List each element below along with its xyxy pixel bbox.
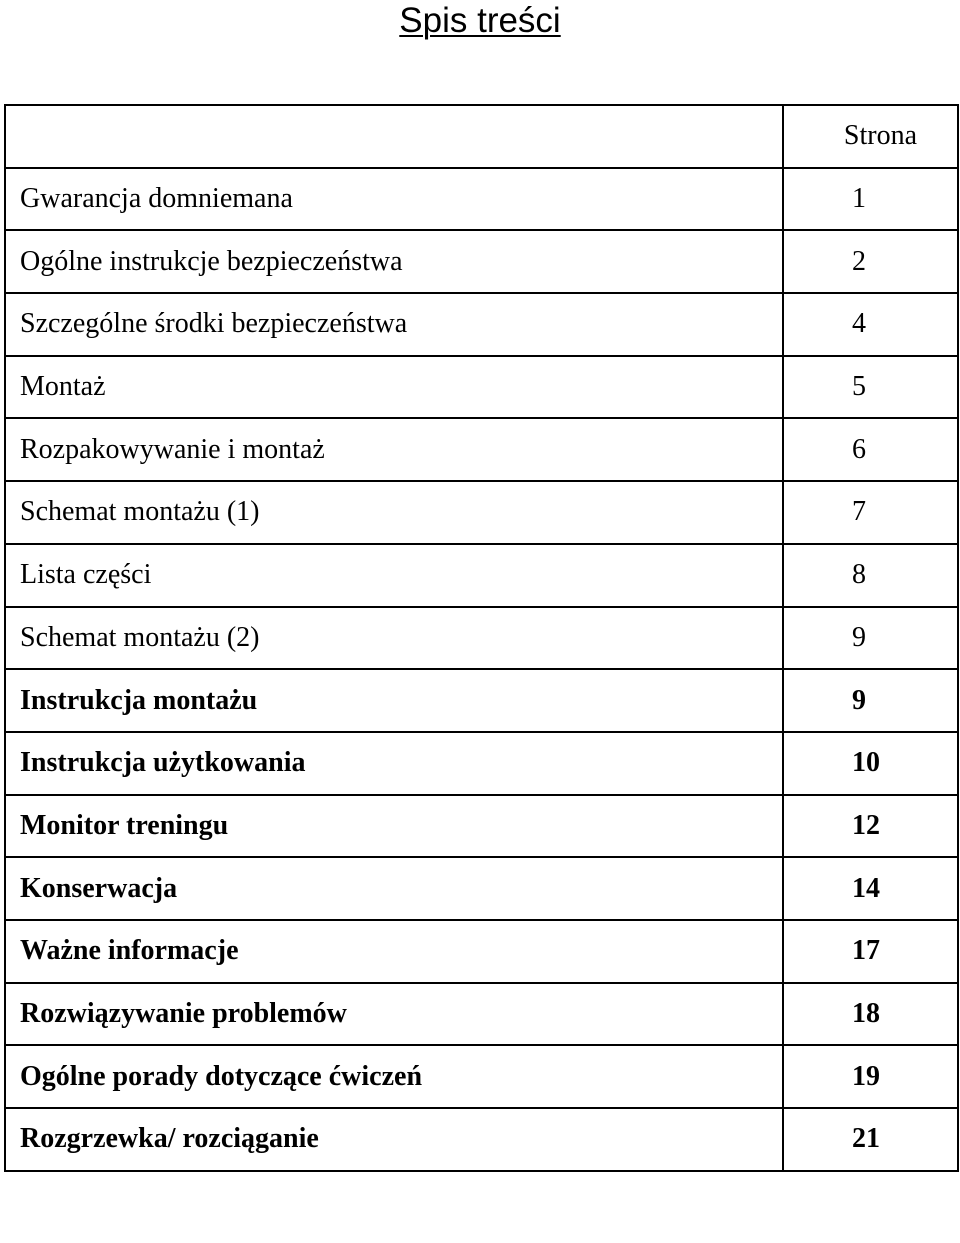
toc-entry-page: 4 — [783, 293, 958, 356]
toc-entry-title: Schemat montażu (2) — [5, 607, 783, 670]
toc-entry-page: 5 — [783, 356, 958, 419]
toc-header-page-label: Strona — [783, 105, 958, 168]
toc-row — [5, 920, 958, 983]
toc-entry-page: 6 — [783, 418, 958, 481]
toc-entry-page: 19 — [783, 1045, 958, 1108]
toc-entry-page: 7 — [783, 481, 958, 544]
toc-entry-title: Ważne informacje — [5, 920, 783, 983]
toc-row — [5, 1108, 958, 1171]
toc-entry-page: 1 — [783, 168, 958, 231]
toc-row — [5, 168, 958, 231]
toc-row — [5, 795, 958, 858]
page-title: Spis treści — [399, 1, 561, 40]
toc-entry-page: 14 — [783, 857, 958, 920]
toc-row — [5, 857, 958, 920]
toc-entry-page: 2 — [783, 230, 958, 293]
toc-entry-title: Gwarancja domniemana — [5, 168, 783, 231]
toc-entry-title: Monitor treningu — [5, 795, 783, 858]
toc-row — [5, 983, 958, 1046]
toc-entry-title: Rozwiązywanie problemów — [5, 983, 783, 1046]
toc-header-title-cell — [5, 105, 783, 168]
toc-entry-page: 10 — [783, 732, 958, 795]
toc-row — [5, 230, 958, 293]
toc-entry-title: Ogólne porady dotyczące ćwiczeń — [5, 1045, 783, 1108]
toc-entry-title: Szczególne środki bezpieczeństwa — [5, 293, 783, 356]
toc-entry-title: Rozgrzewka/ rozciąganie — [5, 1108, 783, 1171]
toc-entry-title: Rozpakowywanie i montaż — [5, 418, 783, 481]
toc-row — [5, 356, 958, 419]
toc-row — [5, 1045, 958, 1108]
toc-entry-page: 9 — [783, 607, 958, 670]
toc-entry-title: Instrukcja użytkowania — [5, 732, 783, 795]
toc-entry-title: Instrukcja montażu — [5, 669, 783, 732]
toc-entry-page: 12 — [783, 795, 958, 858]
toc-entry-title: Montaż — [5, 356, 783, 419]
toc-row — [5, 418, 958, 481]
toc-entry-page: 18 — [783, 983, 958, 1046]
toc-table — [4, 104, 959, 1172]
toc-entry-title: Konserwacja — [5, 857, 783, 920]
toc-header-row — [5, 105, 958, 168]
toc-row — [5, 481, 958, 544]
toc-row — [5, 544, 958, 607]
toc-entry-page: 21 — [783, 1108, 958, 1171]
toc-entry-title: Ogólne instrukcje bezpieczeństwa — [5, 230, 783, 293]
toc-row — [5, 732, 958, 795]
toc-entry-page: 17 — [783, 920, 958, 983]
toc-entry-title: Lista części — [5, 544, 783, 607]
toc-entry-title: Schemat montażu (1) — [5, 481, 783, 544]
toc-entry-page: 9 — [783, 669, 958, 732]
toc-row — [5, 669, 958, 732]
toc-row — [5, 293, 958, 356]
toc-entry-page: 8 — [783, 544, 958, 607]
toc-row — [5, 607, 958, 670]
